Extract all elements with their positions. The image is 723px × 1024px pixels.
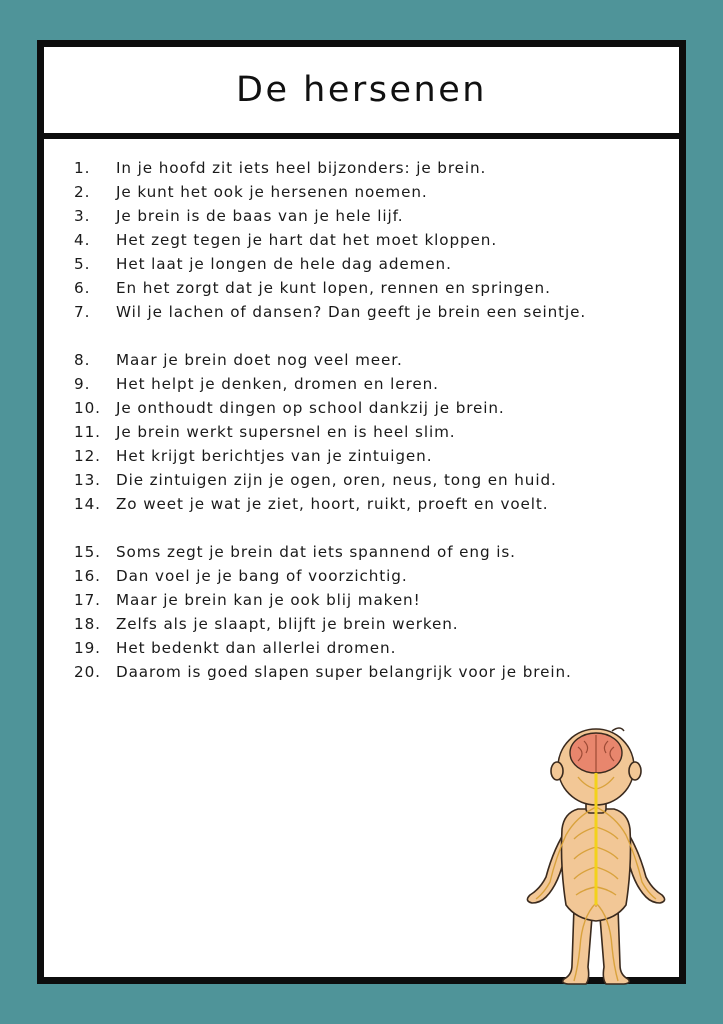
list-item — [74, 228, 664, 252]
item-number: 12. — [74, 447, 101, 465]
item-text: In je hoofd zit iets heel bijzonders: je brein. — [116, 159, 487, 177]
item-number: 14. — [74, 495, 101, 513]
item-text: Die zintuigen zijn je ogen, oren, neus, tong en huid. — [116, 471, 557, 489]
list-item — [74, 252, 664, 276]
list-item — [74, 612, 664, 636]
item-number: 9. — [74, 375, 91, 393]
item-text: Maar je brein kan je ook blij maken! — [116, 591, 421, 609]
list-item — [74, 468, 664, 492]
item-text: Je onthoudt dingen op school dankzij je brein. — [116, 399, 505, 417]
list-item — [74, 276, 664, 300]
item-text: Het krijgt berichtjes van je zintuigen. — [116, 447, 433, 465]
item-number: 8. — [74, 351, 91, 369]
list-item — [74, 564, 664, 588]
sentence-list — [74, 156, 664, 684]
item-number: 16. — [74, 567, 101, 585]
item-text: Zo weet je wat je ziet, hoort, ruikt, proeft en voelt. — [116, 495, 549, 513]
item-text: Daarom is goed slapen super belangrijk voor je brein. — [116, 663, 572, 681]
item-number: 18. — [74, 615, 101, 633]
item-text: Je brein werkt supersnel en is heel slim. — [116, 423, 456, 441]
list-item — [74, 348, 664, 372]
item-number: 19. — [74, 639, 101, 657]
item-text: Dan voel je je bang of voorzichtig. — [116, 567, 408, 585]
list-item — [74, 204, 664, 228]
item-number: 20. — [74, 663, 101, 681]
item-number: 17. — [74, 591, 101, 609]
item-text: Zelfs als je slaapt, blijft je brein werken. — [116, 615, 459, 633]
list-item — [74, 588, 664, 612]
list-item — [74, 540, 664, 564]
item-text: Het bedenkt dan allerlei dromen. — [116, 639, 397, 657]
list-item — [74, 636, 664, 660]
brain — [570, 733, 622, 773]
item-number: 3. — [74, 207, 91, 225]
list-item — [74, 420, 664, 444]
page-title: De hersenen — [236, 70, 487, 110]
list-item — [74, 492, 664, 516]
item-text: Het zegt tegen je hart dat het moet kloppen. — [116, 231, 498, 249]
title-bar — [44, 47, 679, 139]
list-item — [74, 444, 664, 468]
item-number: 13. — [74, 471, 101, 489]
item-number: 1. — [74, 159, 91, 177]
item-number: 7. — [74, 303, 91, 321]
item-number: 5. — [74, 255, 91, 273]
list-item — [74, 156, 664, 180]
item-text: Je kunt het ook je hersenen noemen. — [116, 183, 428, 201]
list-item — [74, 180, 664, 204]
item-text: Het laat je longen de hele dag ademen. — [116, 255, 452, 273]
list-item — [74, 396, 664, 420]
item-text: Het helpt je denken, dromen en leren. — [116, 375, 439, 393]
hair-tuft — [612, 728, 624, 731]
item-text: En het zorgt dat je kunt lopen, rennen en springen. — [116, 279, 551, 297]
list-item — [74, 660, 664, 684]
worksheet-card — [37, 40, 686, 984]
nervous-system-figure — [516, 717, 676, 987]
list-item — [74, 372, 664, 396]
item-number: 11. — [74, 423, 101, 441]
list-item — [74, 300, 664, 324]
item-number: 4. — [74, 231, 91, 249]
item-number: 10. — [74, 399, 101, 417]
item-number: 15. — [74, 543, 101, 561]
item-text: Maar je brein doet nog veel meer. — [116, 351, 403, 369]
item-number: 2. — [74, 183, 91, 201]
item-number: 6. — [74, 279, 91, 297]
item-text: Wil je lachen of dansen? Dan geeft je brein een seintje. — [116, 303, 587, 321]
item-text: Soms zegt je brein dat iets spannend of eng is. — [116, 543, 516, 561]
item-text: Je brein is de baas van je hele lijf. — [116, 207, 404, 225]
